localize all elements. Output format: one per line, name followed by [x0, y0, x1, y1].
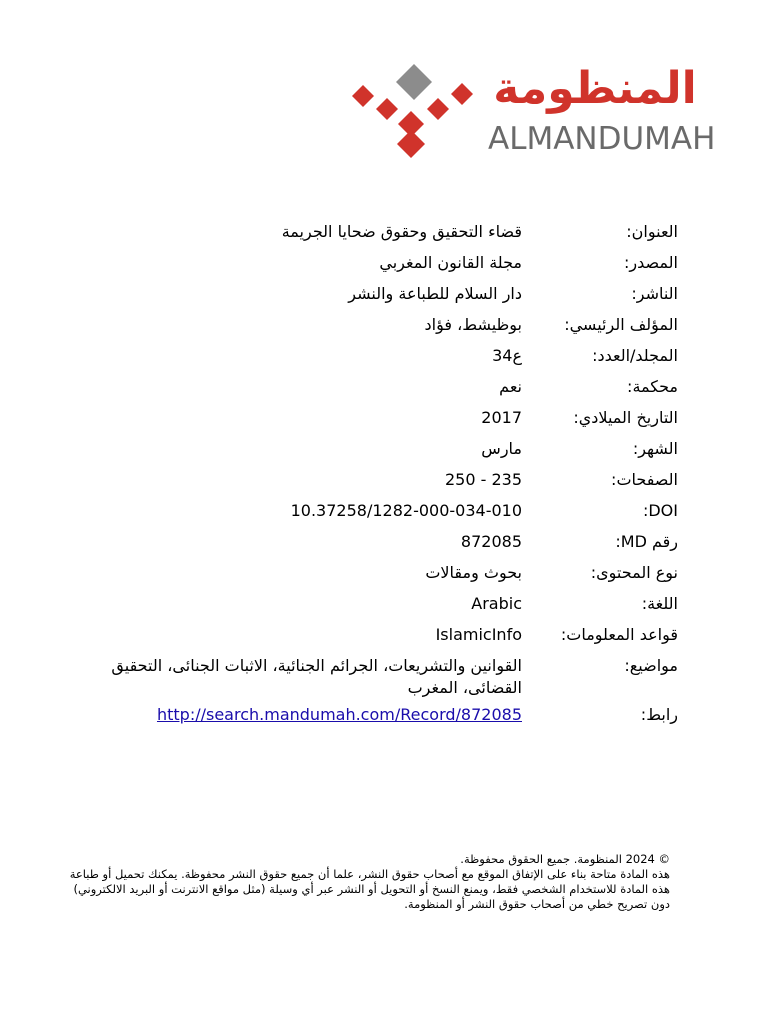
almandumah-logo — [346, 58, 716, 164]
field-label: نوع المحتوى: — [590, 563, 678, 582]
logo-diamond-red-1 — [352, 85, 374, 107]
field-value: Arabic — [471, 594, 522, 613]
field-publisher — [0, 283, 768, 314]
field-value: مارس — [481, 439, 522, 458]
logo-wordmark-arabic: المنظومة — [493, 63, 697, 114]
field-label: رابط: — [640, 705, 678, 724]
field-value: بحوث ومقالات — [425, 563, 522, 582]
field-peer-reviewed — [0, 376, 768, 407]
field-volume-issue — [0, 345, 768, 376]
field-label: مواضيع: — [624, 656, 678, 675]
logo-diamond-red-3 — [376, 98, 398, 120]
copyright-line: © 2024 المنظومة. جميع الحقوق محفوظة. — [460, 852, 670, 866]
field-value: IslamicInfo — [435, 625, 522, 644]
field-subjects — [0, 655, 768, 704]
field-label: المجلد/العدد: — [592, 346, 678, 365]
field-language — [0, 593, 768, 624]
field-value: 872085 — [460, 532, 522, 551]
field-value — [82, 704, 522, 726]
field-value: دار السلام للطباعة والنشر — [348, 284, 522, 303]
field-label: المؤلف الرئيسي: — [564, 315, 678, 334]
field-value: نعم — [499, 377, 522, 396]
field-pages — [0, 469, 768, 500]
license-notice: هذه المادة متاحة بناء على الإتفاق الموقع مع أصحاب حقوق النشر، علما أن جميع حقوق النشر محفوظة. يمكنك تحميل أو طباعة هذه المادة للاستخدام الشخصي فقط، ويمنع النسخ أو التحويل أو النشر عبر أي وسيلة (مثل مواقع الانترنت أو البريد الالكتروني) دون تصريح خطي من أصحاب حقوق النشر أو المنظومة. — [69, 867, 670, 911]
field-author — [0, 314, 768, 345]
field-value: القوانين والتشريعات، الجرائم الجنائية، الاثبات الجنائى، التحقيق القضائى، المغرب — [111, 656, 522, 697]
copyright-footer — [60, 852, 670, 912]
record-link[interactable]: http://search.mandumah.com/Record/872085 — [156, 705, 522, 724]
field-label: الشهر: — [632, 439, 678, 458]
field-label: DOI: — [642, 501, 678, 520]
field-label: الناشر: — [631, 284, 678, 303]
field-value: مجلة القانون المغربي — [379, 253, 522, 272]
field-value: ع34 — [492, 346, 522, 365]
field-label: الصفحات: — [611, 470, 678, 489]
field-title — [0, 221, 768, 252]
field-value: 2017 — [481, 408, 522, 427]
field-value: قضاء التحقيق وحقوق ضحايا الجريمة — [281, 222, 522, 241]
field-databases — [0, 624, 768, 655]
field-value: بوظيشط، فؤاد — [424, 315, 522, 334]
field-label: محكمة: — [627, 377, 678, 396]
logo-diamond-red-4 — [427, 98, 449, 120]
field-content-type — [0, 562, 768, 593]
field-label: رقم MD: — [615, 532, 678, 551]
logo-diamond-red-2 — [451, 83, 473, 105]
field-md-number — [0, 531, 768, 562]
record-metadata — [0, 221, 768, 735]
field-doi — [0, 500, 768, 531]
logo-diamond-gray — [396, 64, 432, 100]
field-label: المصدر: — [624, 253, 678, 272]
field-month — [0, 438, 768, 469]
field-value: 10.37258/1282-000-034-010 — [290, 501, 522, 520]
field-label: اللغة: — [641, 594, 678, 613]
field-year — [0, 407, 768, 438]
field-label: التاريخ الميلادي: — [573, 408, 678, 427]
field-label: قواعد المعلومات: — [560, 625, 678, 644]
field-source — [0, 252, 768, 283]
logo-wordmark-english: ALMANDUMAH — [488, 121, 716, 157]
logo-diamond-red-6 — [397, 130, 425, 158]
field-label: العنوان: — [626, 222, 678, 241]
field-value: 235 - 250 — [444, 470, 522, 489]
field-link — [0, 704, 768, 735]
diamond-cluster-icon — [346, 58, 476, 158]
